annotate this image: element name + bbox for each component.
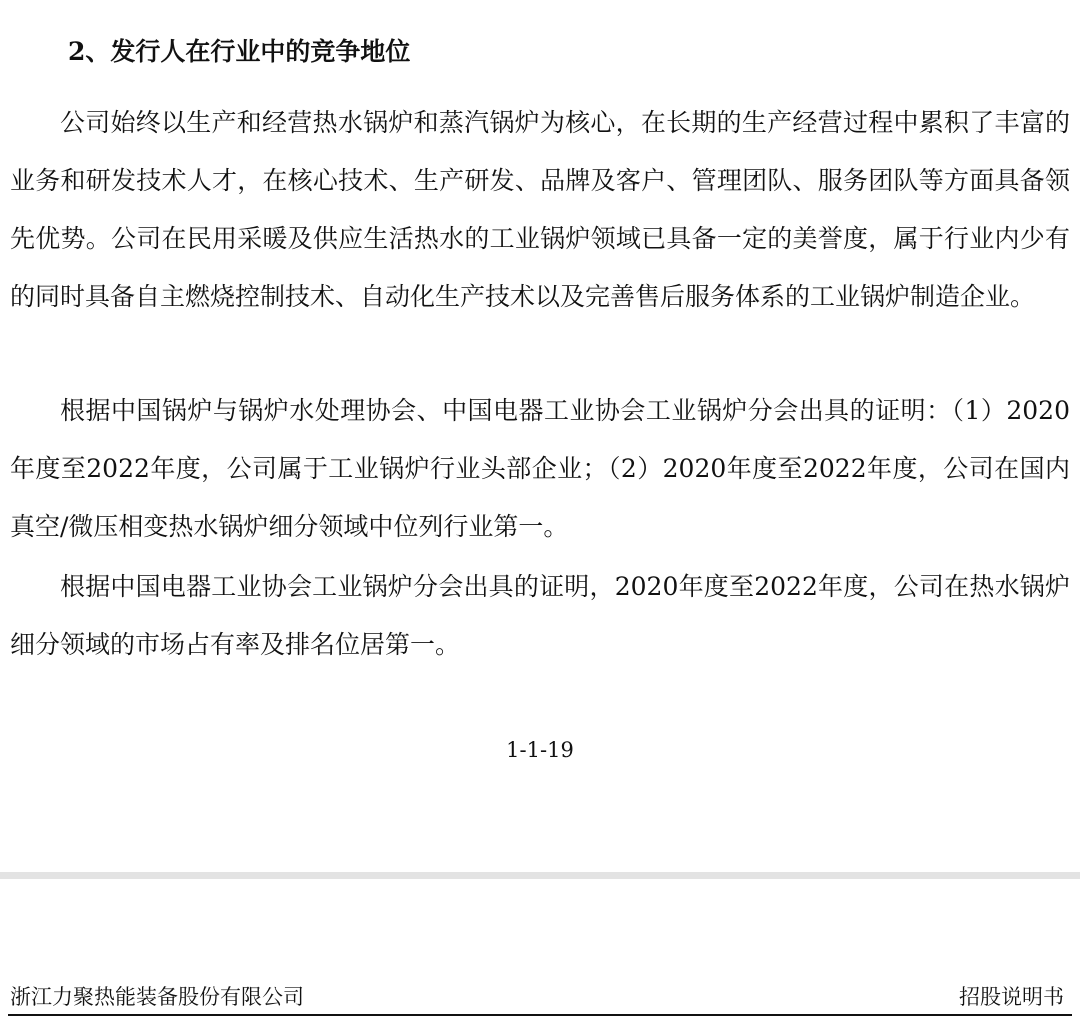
page-separator bbox=[0, 872, 1080, 879]
section-heading: 2、发行人在行业中的竞争地位 bbox=[68, 37, 411, 66]
body-paragraph: 根据中国电器工业协会工业锅炉分会出具的证明，2020年度至2022年度，公司在热水锅炉细分领域的市场占有率及排名位居第一。 bbox=[10, 572, 1070, 659]
body-paragraph: 公司始终以生产和经营热水锅炉和蒸汽锅炉为核心，在长期的生产经营过程中累积了丰富的业务和研发技术人才，在核心技术、生产研发、品牌及客户、管理团队、服务团队等方面具备领先优势。公司在民用采暖及供应生活热水的工业锅炉领域已具备一定的美誉度，属于行业内少有的同时具备自主燃烧控制技术、自动化生产技术以及完善售后服务体系的工业锅炉制造企业。 bbox=[10, 108, 1070, 311]
page-number: 1-1-19 bbox=[506, 738, 574, 762]
footer-company-name: 浙江力聚热能装备股份有限公司 bbox=[10, 985, 304, 1009]
footer-rule bbox=[8, 1014, 1072, 1016]
body-paragraph: 根据中国锅炉与锅炉水处理协会、中国电器工业协会工业锅炉分会出具的证明：（1）2020年度至2022年度，公司属于工业锅炉行业头部企业；（2）2020年度至2022年度，公司在国内真空/微压相变热水锅炉细分领域中位列行业第一。 bbox=[10, 396, 1070, 541]
footer-document-type: 招股说明书 bbox=[959, 985, 1064, 1009]
